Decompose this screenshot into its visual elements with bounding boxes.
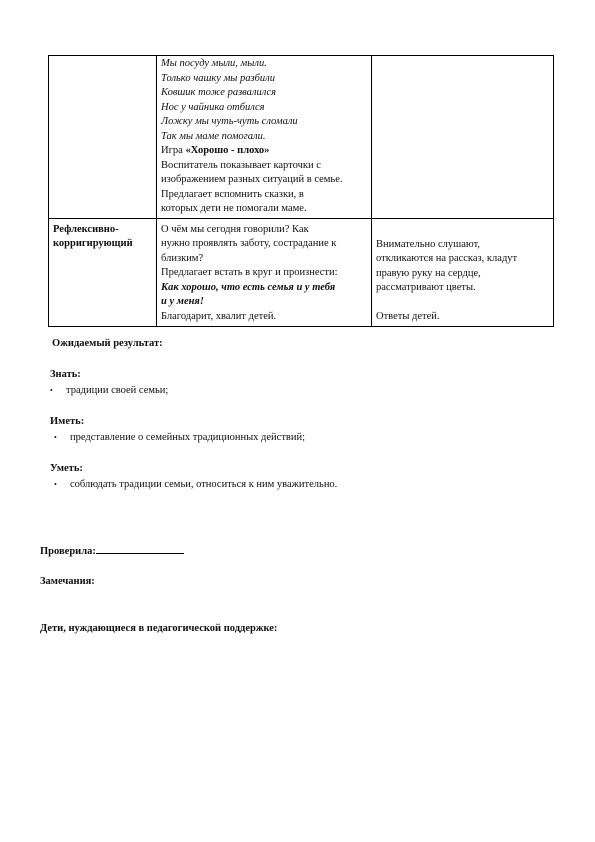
poem-line: Так мы маме помогали. — [161, 130, 266, 142]
game-line — [161, 144, 367, 159]
poem-line: Только чашку мы разбили — [161, 72, 275, 84]
game-name: «Хорошо - плохо» — [185, 145, 270, 156]
can-heading: Уметь: — [50, 463, 83, 474]
bullet: • — [54, 480, 57, 489]
bullet: • — [54, 433, 57, 442]
remarks-heading: Замечания: — [40, 576, 95, 587]
checked-line — [40, 543, 184, 560]
text-line: О чём мы сегодня говорили? Как — [161, 223, 309, 235]
poem-line: Ковшик тоже развалился — [161, 87, 276, 98]
stage-cell — [49, 56, 157, 218]
can-text: соблюдать традиции семьи, относиться к ним уважительно. — [70, 479, 338, 490]
text-line: нужно проявлять заботу, сострадание к — [161, 238, 337, 249]
text-line: близким? — [161, 252, 204, 264]
text-line: которых дети не помогали маме. — [161, 203, 307, 214]
text-line: Внимательно слушают, — [376, 238, 481, 250]
table-row — [49, 56, 553, 219]
stage-cell — [49, 219, 157, 326]
poem-line: Ложку мы чуть-чуть сломали — [161, 116, 298, 127]
text-line: Благодарит, хвалит детей. — [161, 310, 277, 322]
phrase-line: Как хорошо, что есть семья и у тебя — [161, 281, 336, 293]
poem-line: Нос у чайника отбился — [161, 101, 265, 113]
text-line: откликаются на рассказ, кладут — [376, 253, 518, 264]
text-line: правую руку на сердце, — [376, 267, 481, 279]
text-line: Воспитатель показывает карточки с — [161, 159, 321, 171]
children-activity-cell — [372, 56, 553, 218]
text-line: Предлагает встать в круг и произнести: — [161, 267, 338, 278]
lesson-table — [48, 55, 554, 327]
game-prefix: Игра — [161, 145, 186, 156]
expected-result-heading: Ожидаемый результат: — [52, 338, 163, 349]
have-item — [54, 431, 305, 446]
text-line: Предлагает вспомнить сказки, в — [161, 188, 304, 200]
signature-blank — [96, 543, 184, 554]
children-support-heading: Дети, нуждающиеся в педагогической поддержке: — [40, 623, 278, 634]
phrase-line: и у меня! — [161, 296, 204, 307]
text-line: изображением разных ситуаций в семье. — [161, 174, 343, 185]
stage-label: Рефлексивно- — [53, 223, 119, 235]
text-line: Ответы детей. — [376, 311, 440, 322]
have-heading: Иметь: — [50, 416, 85, 427]
blank-line — [376, 296, 549, 311]
know-text: традиции своей семьи; — [66, 385, 169, 396]
poem-line: Мы посуду мыли, мыли. — [161, 58, 267, 69]
know-item — [50, 384, 168, 399]
have-text: представление о семейных традиционных действий; — [70, 432, 306, 443]
children-activity-cell — [372, 219, 553, 326]
bullet: • — [50, 386, 53, 395]
know-heading: Знать: — [50, 369, 81, 380]
text-line: рассматривают цветы. — [376, 282, 476, 293]
can-item — [54, 478, 337, 493]
stage-label: корригирующий — [53, 238, 133, 249]
teacher-activity-cell — [157, 56, 372, 218]
teacher-activity-cell — [157, 219, 372, 326]
table-row — [49, 219, 553, 326]
checked-label: Проверила: — [40, 546, 96, 557]
